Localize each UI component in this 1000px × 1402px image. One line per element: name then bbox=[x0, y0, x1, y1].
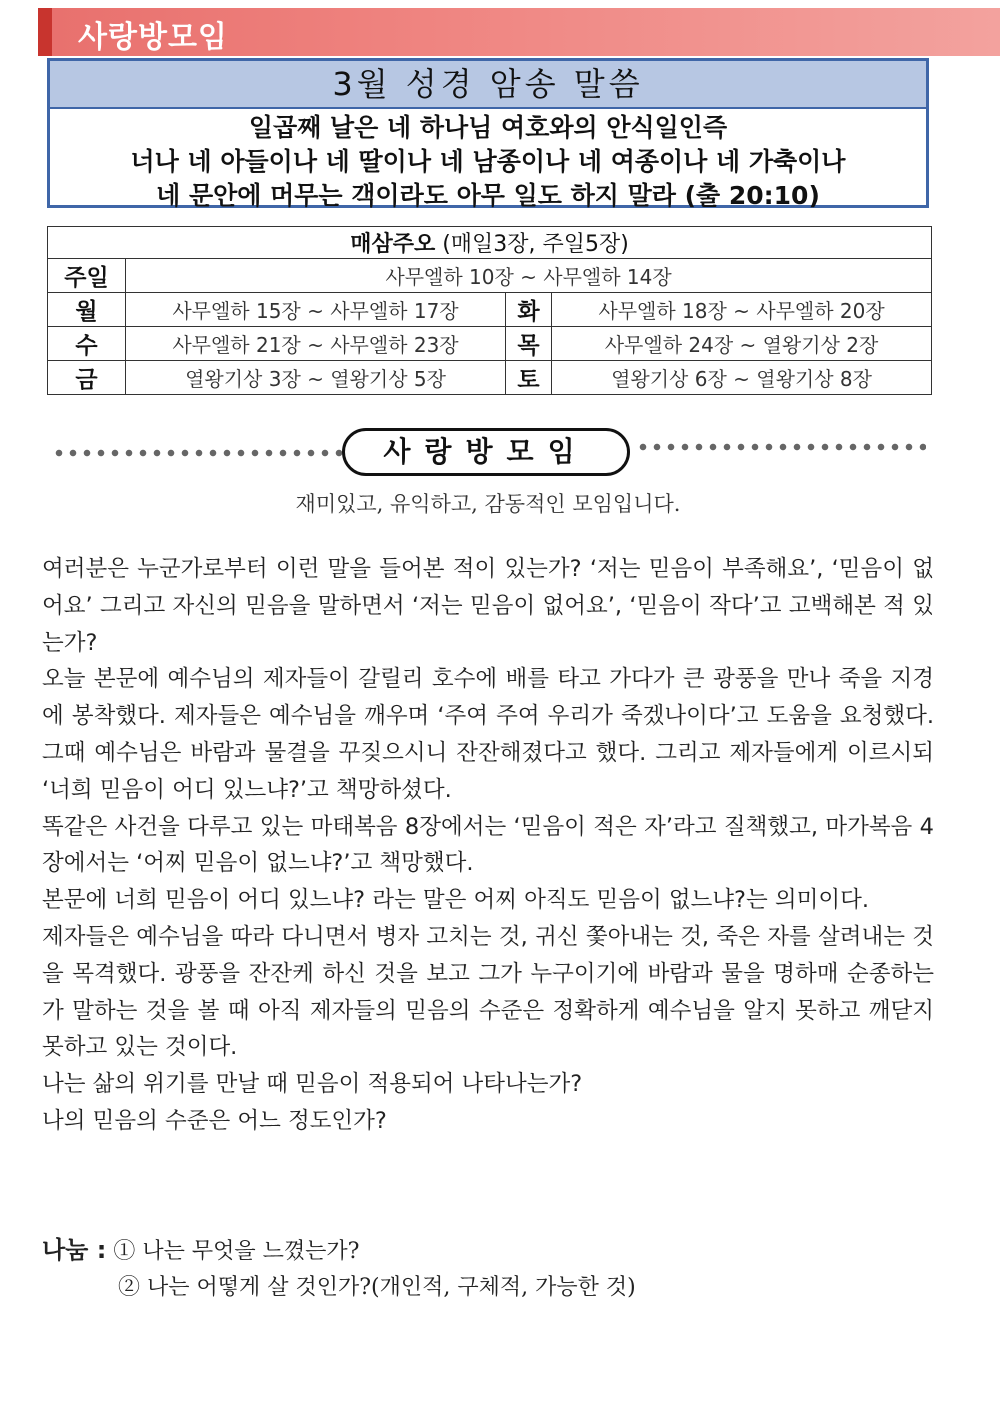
memory-verse-box bbox=[47, 58, 929, 208]
reading-day: 토 bbox=[506, 361, 552, 395]
reading-row bbox=[48, 327, 932, 361]
sharing-question-1: ① 나는 무엇을 느꼈는가? bbox=[113, 1239, 360, 1264]
reading-day: 화 bbox=[506, 293, 552, 327]
reading-range: 사무엘하 18장 ~ 사무엘하 20장 bbox=[552, 293, 932, 327]
reading-range: 열왕기상 3장 ~ 열왕기상 5장 bbox=[126, 361, 506, 395]
reading-range: 사무엘하 10장 ~ 사무엘하 14장 bbox=[126, 259, 932, 293]
body-paragraph: 여러분은 누군가로부터 이런 말을 들어본 적이 있는가? ‘저는 믿음이 부족해요’, ‘믿음이 없어요’ 그리고 자신의 믿음을 말하면서 ‘저는 믿음이 없어요’, ‘믿음이 작다’고 고백해본 적 있는가? bbox=[42, 556, 934, 656]
header-banner bbox=[38, 8, 1000, 56]
reading-day: 금 bbox=[48, 361, 126, 395]
reading-title-note: (매일3장, 주일5장) bbox=[435, 232, 629, 257]
reading-range: 사무엘하 15장 ~ 사무엘하 17장 bbox=[126, 293, 506, 327]
reading-day: 목 bbox=[506, 327, 552, 361]
dotted-divider-left bbox=[52, 446, 342, 460]
reading-title-bold: 매삼주오 bbox=[350, 232, 436, 257]
sharing-question-1-row bbox=[42, 1232, 942, 1270]
reading-day: 주일 bbox=[48, 259, 126, 293]
article-body bbox=[42, 551, 934, 1140]
reading-range: 열왕기상 6장 ~ 열왕기상 8장 bbox=[552, 361, 932, 395]
reading-table-title bbox=[48, 227, 932, 259]
reading-row bbox=[48, 259, 932, 293]
sharing-question-2: ② 나는 어떻게 살 것인가?(개인적, 구체적, 가능한 것) bbox=[118, 1275, 636, 1300]
section-subtitle: 재미있고, 유익하고, 감동적인 모임입니다. bbox=[295, 492, 681, 516]
body-paragraph: 나는 삶의 위기를 만날 때 믿음이 적용되어 나타나는가? bbox=[42, 1071, 583, 1098]
body-paragraph: 나의 믿음의 수준은 어느 정도인가? bbox=[42, 1107, 387, 1134]
body-paragraph: 똑같은 사건을 다루고 있는 마태복음 8장에서는 ‘믿음이 적은 자’라고 질책했고, 마가복음 4장에서는 ‘어찌 믿음이 없느냐?’고 책망했다. bbox=[42, 813, 934, 877]
sharing-questions bbox=[42, 1232, 942, 1306]
section-title: 사랑방모임 bbox=[342, 428, 630, 476]
reading-header-row bbox=[48, 227, 932, 259]
memory-verse-line: 네 문안에 머무는 객이라도 아무 일도 하지 말라 (출 20:10) bbox=[156, 181, 820, 210]
header-title: 사랑방모임 bbox=[78, 20, 228, 55]
body-paragraph: 제자들은 예수님을 따라 다니면서 병자 고치는 것, 귀신 쫓아내는 것, 죽은 자를 살려내는 것을 목격했다. 광풍을 잔잔케 하신 것을 보고 그가 누구이기에 바람과 물을 명하매 순종하는가 말하는 것을 볼 때 아직 제자들의 믿음의 수준은 정확하게 예수님을 알지 못하고 깨닫지 못하고 있는 것이다. bbox=[42, 923, 934, 1061]
body-paragraph: 오늘 본문에 예수님의 제자들이 갈릴리 호수에 배를 타고 가다가 큰 광풍을 만나 죽을 지경에 봉착했다. 제자들은 예수님을 깨우며 ‘주여 주여 우리가 죽겠나이다’고 도움을 요청했다. 그때 예수님은 바람과 물결을 꾸짖으시니 잔잔해졌다고 했다. 그리고 제자들에게 이르시되 ‘너희 믿음이 어디 있느냐?’고 책망하셨다. bbox=[42, 666, 934, 803]
reading-day: 월 bbox=[48, 293, 126, 327]
header-accent-bar bbox=[38, 8, 52, 56]
body-paragraph: 본문에 너희 믿음이 어디 있느냐? 라는 말은 어찌 아직도 믿음이 없느냐?는 의미이다. bbox=[42, 887, 869, 914]
reading-range: 사무엘하 24장 ~ 열왕기상 2장 bbox=[552, 327, 932, 361]
dotted-divider-right bbox=[636, 440, 926, 454]
bible-reading-table bbox=[47, 226, 932, 395]
reading-row bbox=[48, 293, 932, 327]
reading-row bbox=[48, 361, 932, 395]
memory-verse-line: 너나 네 아들이나 네 딸이나 네 남종이나 네 여종이나 네 가축이나 bbox=[130, 147, 846, 176]
memory-verse-line: 일곱째 날은 네 하나님 여호와의 안식일인즉 bbox=[248, 113, 728, 142]
reading-day: 수 bbox=[48, 327, 126, 361]
reading-range: 사무엘하 21장 ~ 사무엘하 23장 bbox=[126, 327, 506, 361]
sharing-label: 나눔 : bbox=[42, 1236, 107, 1264]
memory-verse-title: 3월 성경 암송 말씀 bbox=[50, 61, 926, 109]
